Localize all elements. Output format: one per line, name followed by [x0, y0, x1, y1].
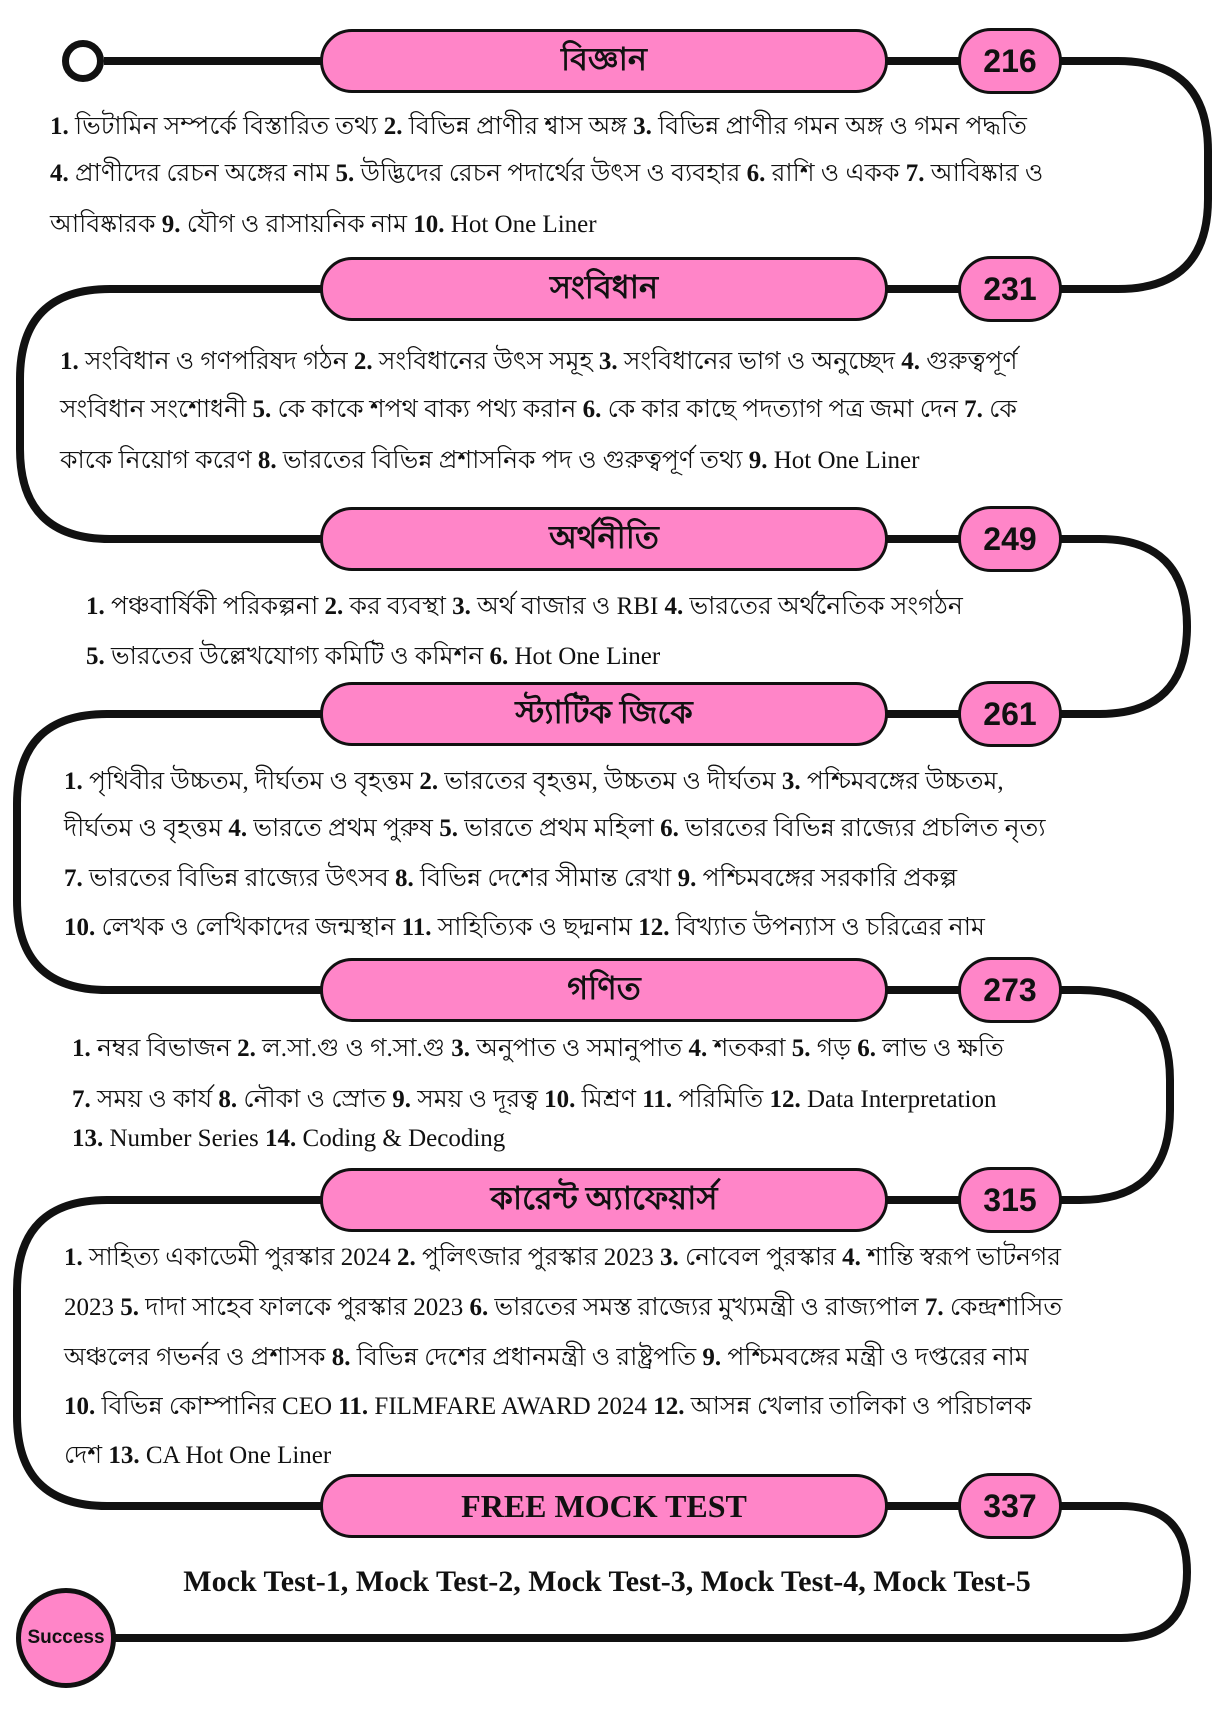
topic-number: 3. [633, 113, 652, 140]
page-number-badge: 231 [958, 256, 1062, 322]
topic-number: 12. [769, 1086, 801, 1113]
topic-line [60, 347, 1018, 377]
topic-text: নম্বর বিভাজন [90, 1035, 238, 1062]
topic-text: সংবিধানের উৎস সমূহ [372, 348, 599, 375]
topic-line [64, 814, 1046, 844]
topic-text: পশ্চিমবঙ্গের সরকারি প্রকল্প [696, 865, 958, 892]
section-title: FREE MOCK TEST [320, 1474, 888, 1538]
page-number-badge: 216 [958, 28, 1062, 94]
topic-number: 7. [64, 865, 83, 892]
topic-text: মিশ্রণ [575, 1086, 643, 1113]
topic-number: 2. [237, 1035, 256, 1062]
success-badge: Success [16, 1588, 116, 1688]
topic-number: 9. [392, 1086, 411, 1113]
topic-text: কাকে নিয়োগ করেণ [60, 447, 258, 474]
topic-text: আবিষ্কারক [50, 211, 162, 238]
topic-text: ভারতের উল্লেখযোগ্য কমিটি ও কমিশন [104, 643, 490, 670]
page-number-badge: 315 [958, 1167, 1062, 1233]
topic-text: পৃথিবীর উচ্চতম, দীর্ঘতম ও বৃহত্তম [82, 768, 420, 795]
topic-text: পশ্চিমবঙ্গের উচ্চতম, [800, 768, 1004, 795]
topic-number: 2. [353, 348, 373, 375]
topic-number: 4. [228, 815, 248, 842]
topic-text: ভিটামিন সম্পর্কে বিস্তারিত তথ্য [68, 113, 384, 140]
topic-text: ভারতের সমস্ত রাজ্যের মুখ্যমন্ত্রী ও রাজ্যপাল [488, 1294, 925, 1321]
topic-text: CA Hot One Liner [139, 1442, 332, 1469]
topic-number: 3. [660, 1244, 679, 1271]
topic-text: ভারতের অর্থনৈতিক সংগঠন [683, 593, 963, 620]
topic-number: 7. [924, 1294, 944, 1321]
topic-line [72, 1085, 996, 1115]
page-number-badge: 337 [958, 1473, 1062, 1539]
topic-text: কে কাকে শপথ বাক্য পথ্য করান [271, 396, 583, 423]
topic-text: নোবেল পুরস্কার [678, 1244, 843, 1271]
topic-line [64, 1243, 1061, 1273]
topic-text: সংবিধান ও গণপরিষদ গঠন [78, 348, 354, 375]
topic-text: ভারতের বিভিন্ন রাজ্যের প্রচলিত নৃত্য [678, 815, 1046, 842]
topic-text: Coding & Decoding [296, 1125, 506, 1152]
topic-text: অর্থ বাজার ও RBI [470, 593, 665, 620]
topic-line [64, 1441, 331, 1471]
topic-number: 4. [664, 593, 684, 620]
start-circle [62, 40, 104, 82]
topic-number: 8. [218, 1086, 238, 1113]
topic-text: সংবিধান সংশোধনী [60, 396, 253, 423]
topic-number: 1. [64, 768, 83, 795]
topic-text: কে কার কাছে পদত্যাগ পত্র জমা দেন [601, 396, 965, 423]
topic-text: কে [982, 396, 1017, 423]
topic-number: 5. [335, 160, 355, 187]
topic-text: বিভিন্ন প্রাণীর গমন অঙ্গ ও গমন পদ্ধতি [651, 113, 1027, 140]
topic-line [64, 1343, 1029, 1373]
topic-number: 13. [72, 1125, 104, 1152]
topic-text: সাহিত্য একাডেমী পুরস্কার 2024 [82, 1244, 398, 1271]
topic-text: বিভিন্ন প্রাণীর শ্বাস অঙ্গ [402, 113, 634, 140]
topic-text: যৌগ ও রাসায়নিক নাম [180, 211, 414, 238]
topic-line [86, 642, 660, 672]
topic-number: 1. [64, 1244, 83, 1271]
topic-text: বিভিন্ন কোম্পানির CEO [95, 1393, 339, 1420]
topic-number: 10. [64, 1393, 96, 1420]
topic-text: লাভ ও ক্ষতি [875, 1035, 1004, 1062]
topic-text: নৌকা ও স্রোত [237, 1086, 393, 1113]
topic-number: 5. [120, 1294, 139, 1321]
topic-line [64, 864, 957, 894]
section-title: গণিত [320, 958, 888, 1022]
topic-text: বিভিন্ন দেশের সীমান্ত রেখা [413, 865, 678, 892]
topic-line [50, 210, 597, 240]
topic-text: 2023 [64, 1294, 121, 1321]
topic-number: 7. [905, 160, 925, 187]
topic-number: 10. [64, 914, 96, 941]
topic-text: কেন্দ্রশাসিত [943, 1294, 1063, 1321]
topic-line [64, 1392, 1032, 1422]
topic-text: পরিমিতি [672, 1086, 770, 1113]
topic-number: 11. [338, 1393, 369, 1420]
topic-number: 3. [451, 1035, 470, 1062]
page-number-badge: 273 [958, 957, 1062, 1023]
topic-text: আবিষ্কার ও [924, 160, 1044, 187]
topic-text: অনুপাত ও সমানুপাত [469, 1035, 689, 1062]
topic-text: গড় [810, 1035, 858, 1062]
topic-number: 9. [161, 211, 181, 238]
topic-text: শতকরা [707, 1035, 792, 1062]
page-number-badge: 249 [958, 506, 1062, 572]
topic-number: 7. [72, 1086, 91, 1113]
topic-number: 11. [401, 914, 432, 941]
topic-text: ভারতের বিভিন্ন রাজ্যের উৎসব [82, 865, 395, 892]
topic-line [64, 767, 1004, 797]
topic-number: 2. [419, 768, 439, 795]
topic-text: অঞ্চলের গভর্নর ও প্রশাসক [64, 1344, 332, 1371]
topic-number: 13. [108, 1442, 140, 1469]
topic-text: Hot One Liner [508, 643, 661, 670]
topic-text: FILMFARE AWARD 2024 [368, 1393, 654, 1420]
topic-text: দাদা সাহেব ফালকে পুরস্কার 2023 [139, 1294, 470, 1321]
topic-text: ভারতে প্রথম পুরুষ [247, 815, 440, 842]
section-title: সংবিধান [320, 257, 888, 321]
topic-number: 5. [86, 643, 105, 670]
topic-line [64, 913, 985, 943]
topic-number: 4. [50, 160, 69, 187]
topic-number: 1. [86, 593, 105, 620]
topic-line [50, 159, 1043, 189]
topic-number: 5. [439, 815, 458, 842]
topic-number: 8. [331, 1344, 351, 1371]
topic-text: প্রাণীদের রেচন অঙ্গের নাম [68, 160, 336, 187]
topic-number: 9. [677, 865, 697, 892]
topic-number: 2. [324, 593, 344, 620]
topic-text: সংবিধানের ভাগ ও অনুচ্ছেদ [617, 348, 902, 375]
topic-number: 4. [842, 1244, 861, 1271]
topic-number: 9. [702, 1344, 722, 1371]
topic-number: 6. [582, 396, 602, 423]
topic-text: রাশি ও একক [765, 160, 906, 187]
topic-number: 11. [642, 1086, 673, 1113]
topic-number: 4. [901, 348, 921, 375]
topic-text: ভারতের বিভিন্ন প্রশাসনিক পদ ও গুরুত্বপূর্ণ তথ্য [276, 447, 749, 474]
topic-text: Hot One Liner [444, 211, 597, 238]
topic-number: 1. [72, 1035, 91, 1062]
topic-text: গুরুত্বপূর্ণ [920, 348, 1018, 375]
topic-text: ভারতের বৃহত্তম, উচ্চতম ও দীর্ঘতম [438, 768, 782, 795]
topic-text: ভারতে প্রথম মহিলা [457, 815, 661, 842]
topic-line [50, 112, 1027, 142]
topic-text: Number Series [103, 1125, 266, 1152]
topic-text: পঞ্চবার্ষিকী পরিকল্পনা [104, 593, 325, 620]
mock-test-list: Mock Test-1, Mock Test-2, Mock Test-3, Mock Test-4, Mock Test-5 [183, 1565, 1031, 1598]
topic-text: Data Interpretation [800, 1086, 997, 1113]
topic-text: দীর্ঘতম ও বৃহত্তম [64, 815, 229, 842]
topic-number: 3. [781, 768, 801, 795]
topic-line [60, 395, 1017, 425]
topic-text: বিখ্যাত উপন্যাস ও চরিত্রের নাম [669, 914, 985, 941]
topic-line [72, 1124, 505, 1154]
topic-text: উদ্ভিদের রেচন পদার্থের উৎস ও ব্যবহার [354, 160, 747, 187]
topic-number: 12. [638, 914, 670, 941]
section-title: অর্থনীতি [320, 507, 888, 571]
topic-text: সময় ও দূরত্ব [410, 1086, 545, 1113]
topic-number: 12. [653, 1393, 685, 1420]
topic-text: পুলিৎজার পুরস্কার 2023 [415, 1244, 660, 1271]
topic-text: সময় ও কার্য [90, 1086, 219, 1113]
topic-number: 6. [469, 1294, 489, 1321]
topic-text: বিভিন্ন দেশের প্রধানমন্ত্রী ও রাষ্ট্রপতি [350, 1344, 703, 1371]
topic-text: পশ্চিমবঙ্গের মন্ত্রী ও দপ্তরের নাম [721, 1344, 1029, 1371]
topic-number: 6. [660, 815, 679, 842]
topic-number: 6. [489, 643, 509, 670]
topic-number: 3. [598, 348, 618, 375]
topic-number: 5. [252, 396, 272, 423]
topic-number: 2. [397, 1244, 416, 1271]
topic-number: 8. [394, 865, 414, 892]
topic-number: 10. [413, 211, 445, 238]
section-title: কারেন্ট অ্যাফেয়ার্স [320, 1168, 888, 1232]
topic-text: আসন্ন খেলার তালিকা ও পরিচালক [684, 1393, 1032, 1420]
topic-number: 5. [791, 1035, 811, 1062]
topic-line [86, 592, 963, 622]
topic-number: 4. [688, 1035, 708, 1062]
topic-text: সাহিত্যিক ও ছদ্মনাম [431, 914, 639, 941]
topic-number: 8. [257, 447, 277, 474]
topic-line [64, 1293, 1062, 1323]
topic-number: 6. [746, 160, 766, 187]
section-title: বিজ্ঞান [320, 29, 888, 93]
topic-text: লেখক ও লেখিকাদের জন্মস্থান [95, 914, 402, 941]
topic-number: 2. [383, 113, 403, 140]
topic-text: কর ব্যবস্থা [343, 593, 453, 620]
topic-text: Hot One Liner [767, 447, 920, 474]
topic-line [72, 1034, 1004, 1064]
topic-number: 3. [452, 593, 471, 620]
topic-text: ল.সা.গু ও গ.সা.গু [255, 1035, 452, 1062]
topic-number: 6. [857, 1035, 876, 1062]
topic-number: 7. [964, 396, 983, 423]
topic-number: 10. [544, 1086, 576, 1113]
topic-number: 1. [50, 113, 69, 140]
section-title: স্ট্যাটিক জিকে [320, 682, 888, 746]
topic-number: 14. [265, 1125, 297, 1152]
topic-number: 9. [748, 447, 768, 474]
topic-text: দেশ [64, 1442, 109, 1469]
topic-line [60, 446, 919, 476]
topic-text: শান্তি স্বরূপ ভাটনগর [860, 1244, 1062, 1271]
topic-number: 1. [60, 348, 79, 375]
page-number-badge: 261 [958, 681, 1062, 747]
